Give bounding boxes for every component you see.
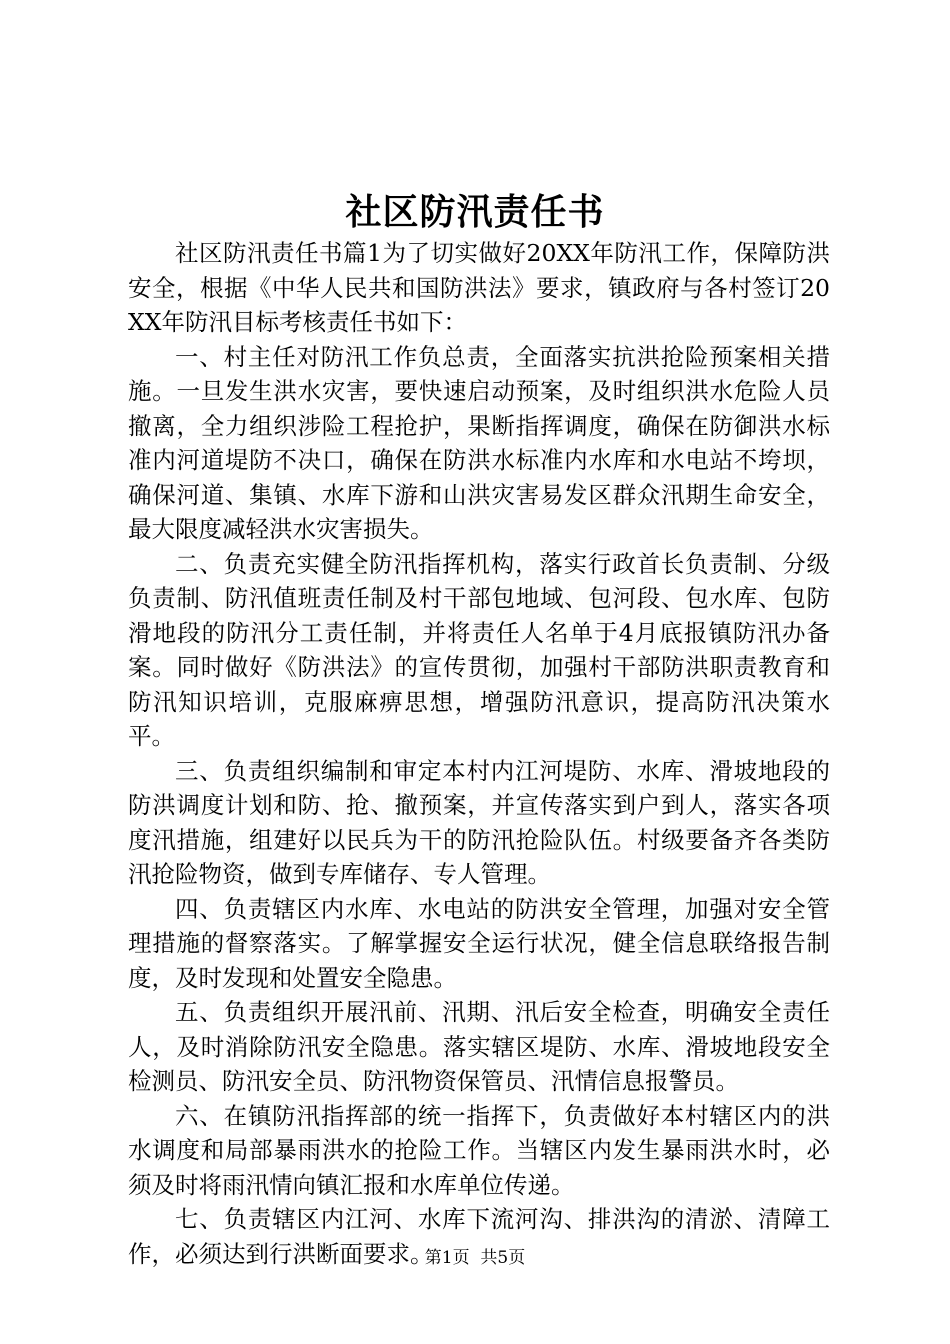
paragraph-item-6: 六、在镇防汛指挥部的统一指挥下，负责做好本村辖区内的洪水调度和局部暴雨洪水的抢险工作。当辖区内发生暴雨洪水时，必须及时将雨汛情向镇汇报和水库单位传递。 [128, 1101, 830, 1199]
paragraph-item-2: 二、负责充实健全防汛指挥机构，落实行政首长负责制、分级负责制、防汛值班责任制及村干部包地域、包河段、包水库、包防滑地段的防汛分工责任制，并将责任人名单于4月底报镇防汛办备案。同时做好《防洪法》的宣传贯彻，加强村干部防洪职责教育和防汛知识培训，克服麻痹思想，增强防汛意识，提高防汛决策水平。 [128, 549, 830, 750]
document-title: 社区防汛责任书 [345, 191, 605, 233]
page-number: 第1页 [424, 1248, 470, 1268]
paragraph-item-1: 一、村主任对防汛工作负总责，全面落实抗洪抢险预案相关措施。一旦发生洪水灾害，要快速启动预案，及时组织洪水危险人员撤离，全力组织涉险工程抢护，果断指挥调度，确保在防御洪水标准内河道堤防不决口，确保在防洪水标准内水库和水电站不垮坝，确保河道、集镇、水库下游和山洪灾害易发区群众汛期生命安全，最大限度减轻洪水灾害损失。 [128, 342, 830, 543]
paragraph-item-5: 五、负责组织开展汛前、汛期、汛后安全检查，明确安全责任人，及时消除防汛安全隐患。落实辖区堤防、水库、滑坡地段安全检测员、防汛安全员、防汛物资保管员、汛情信息报警员。 [128, 998, 830, 1095]
paragraph-item-3: 三、负责组织编制和审定本村内江河堤防、水库、滑坡地段的防洪调度计划和防、抢、撤预案，并宣传落实到户到人，落实各项度汛措施，组建好以民兵为干的防汛抢险队伍。村级要备齐各类防汛抢险物资，做到专库储存、专人管理。 [128, 756, 830, 888]
page-total: 共5页 [480, 1248, 526, 1268]
document-body [128, 236, 830, 1271]
paragraph-intro: 社区防汛责任书篇1为了切实做好20XX年防汛工作，保障防洪安全，根据《中华人民共和国防洪法》要求，镇政府与各村签订20XX年防汛目标考核责任书如下： [128, 239, 830, 336]
paragraph-item-4: 四、负责辖区内水库、水电站的防洪安全管理，加强对安全管理措施的督察落实。了解掌握安全运行状况，健全信息联络报告制度，及时发现和处置安全隐患。 [128, 894, 830, 992]
page-footer [0, 1243, 950, 1268]
paragraph-item-7: 七、负责辖区内江河、水库下流河沟、排洪沟的清淤、清障工作，必须达到行洪断面要求。 [128, 1205, 830, 1268]
